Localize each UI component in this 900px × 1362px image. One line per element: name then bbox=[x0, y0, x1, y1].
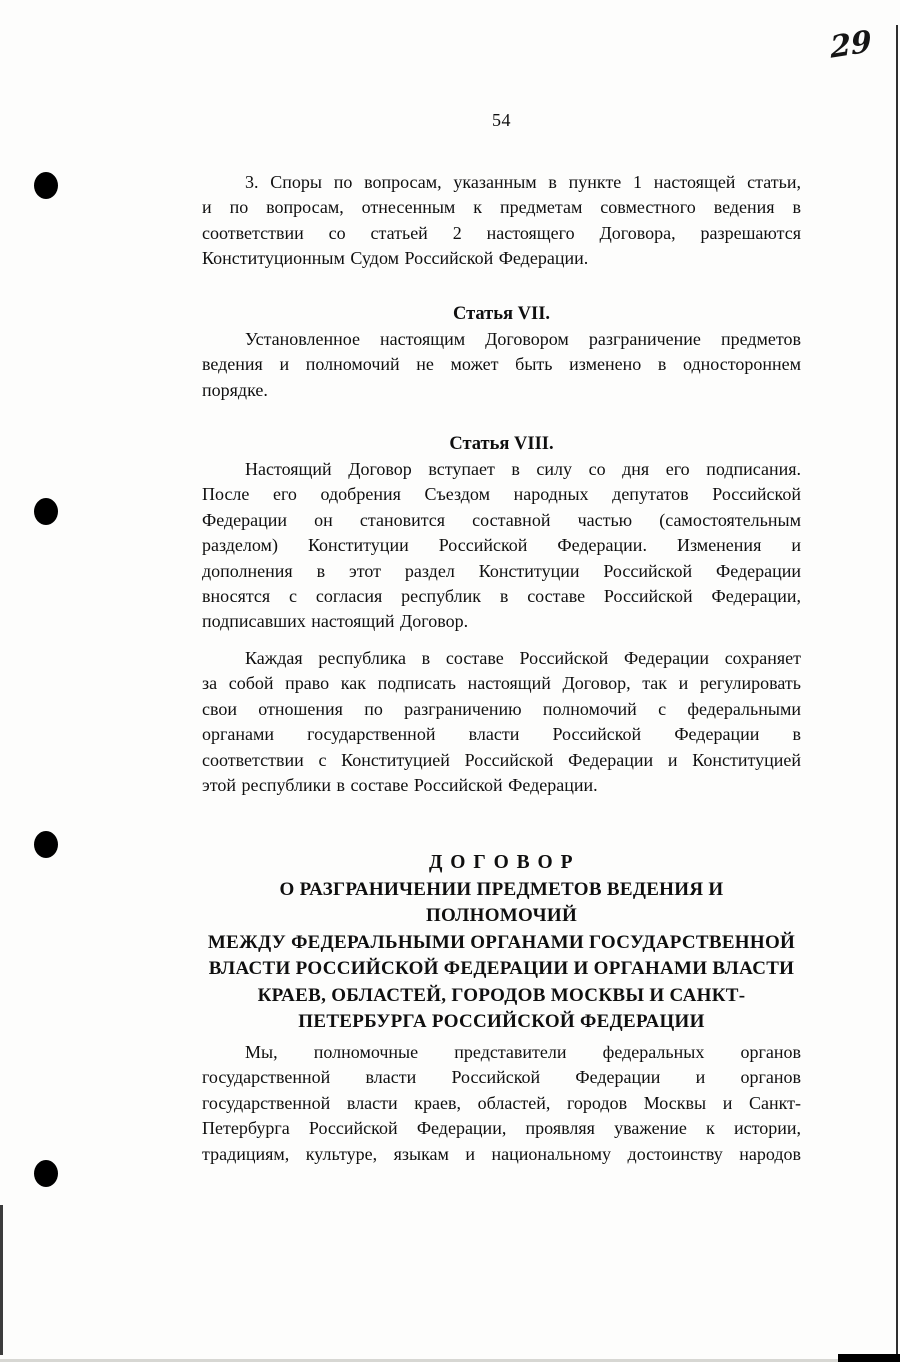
text-line: Федерации он становится составной частью (самостоятельным bbox=[202, 509, 801, 530]
text-line: Настоящий Договор вступает в силу со дня его подписания. bbox=[245, 459, 801, 479]
text-line: государственной власти Российской Федерации и органов bbox=[202, 1067, 801, 1088]
text-line: соответствии со статьей 2 настоящего Договора, разрешаются bbox=[202, 222, 801, 243]
hole-punch-mark bbox=[34, 498, 58, 525]
hole-punch-mark bbox=[34, 831, 58, 858]
text-line: Установленное настоящим Договором разграничение предметов bbox=[245, 329, 801, 349]
hole-punch-mark bbox=[34, 1160, 58, 1187]
text-line: соответствии с Конституцией Российской Федерации и Конституцией bbox=[202, 749, 801, 770]
scan-corner-bar bbox=[838, 1354, 900, 1362]
hole-punch-mark bbox=[34, 172, 58, 199]
title-line: Д О Г О В О Р bbox=[429, 852, 574, 873]
title-line: КРАЕВ, ОБЛАСТЕЙ, ГОРОДОВ МОСКВЫ И САНКТ- bbox=[257, 984, 746, 1006]
text-line: порядке. bbox=[202, 379, 268, 400]
text-line: разделом) Конституции Российской Федерации. Изменения и bbox=[202, 535, 801, 556]
text-line: за собой право как подписать настоящий Договор, так и регулировать bbox=[202, 673, 801, 694]
handwritten-page-note: 29 bbox=[829, 24, 873, 66]
text-line: подписавших настоящий Договор. bbox=[202, 611, 469, 632]
text-line: Каждая республика в составе Российской Федерации сохраняет bbox=[245, 648, 801, 668]
text-line: государственной власти краев, областей, городов Москвы и Санкт- bbox=[202, 1092, 801, 1113]
text-line: дополнения в этот раздел Конституции Российской Федерации bbox=[202, 560, 801, 581]
text-line: свои отношения по разграничению полномочий с федеральными bbox=[202, 698, 801, 719]
text-line: Мы, полномочные представители федеральных органов bbox=[245, 1042, 801, 1062]
text-line: и по вопросам, отнесенным к предметам совместного ведения в bbox=[202, 197, 801, 218]
text-line: Конституционным Судом Российской Федерации. bbox=[202, 248, 589, 269]
scan-edge-right bbox=[896, 25, 898, 1362]
paragraph-2 bbox=[202, 327, 801, 403]
title-line: ВЛАСТИ РОССИЙСКОЙ ФЕДЕРАЦИИ И ОРГАНАМИ ВЛАСТИ bbox=[208, 958, 795, 979]
treaty-title bbox=[202, 850, 801, 1036]
text-line: После его одобрения Съездом народных депутатов Российской bbox=[202, 484, 801, 505]
paragraph-1 bbox=[202, 170, 801, 272]
title-line: МЕЖДУ ФЕДЕРАЛЬНЫМИ ОРГАНАМИ ГОСУДАРСТВЕННОЙ bbox=[207, 931, 796, 953]
article-8-heading: Статья VIII. bbox=[449, 434, 554, 454]
title-line: ПЕТЕРБУРГА РОССИЙСКОЙ ФЕДЕРАЦИИ bbox=[298, 1011, 705, 1032]
scan-edge-left bbox=[0, 1205, 3, 1355]
text-line: этой республики в составе Российской Федерации. bbox=[202, 775, 598, 796]
text-line: 3. Споры по вопросам, указанным в пункте 1 настоящей статьи, bbox=[245, 172, 801, 192]
article-7-heading: Статья VII. bbox=[452, 304, 551, 324]
title-line: О РАЗГРАНИЧЕНИИ ПРЕДМЕТОВ ВЕДЕНИЯ И ПОЛНОМОЧИЙ bbox=[279, 878, 724, 926]
text-line: органами государственной власти Российской Федерации в bbox=[202, 724, 801, 745]
text-line: Петербурга Российской Федерации, проявляя уважение к истории, bbox=[202, 1118, 801, 1139]
text-line: ведения и полномочий не может быть изменено в одностороннем bbox=[202, 354, 801, 375]
text-line: вносятся с согласия республик в составе Российской Федерации, bbox=[202, 586, 801, 607]
text-line: традициям, культуре, языкам и национальному достоинству народов bbox=[202, 1143, 801, 1164]
paragraph-5 bbox=[202, 1040, 801, 1167]
page-number: 54 bbox=[492, 110, 511, 130]
paragraph-3 bbox=[202, 457, 801, 635]
paragraph-4 bbox=[202, 646, 801, 798]
